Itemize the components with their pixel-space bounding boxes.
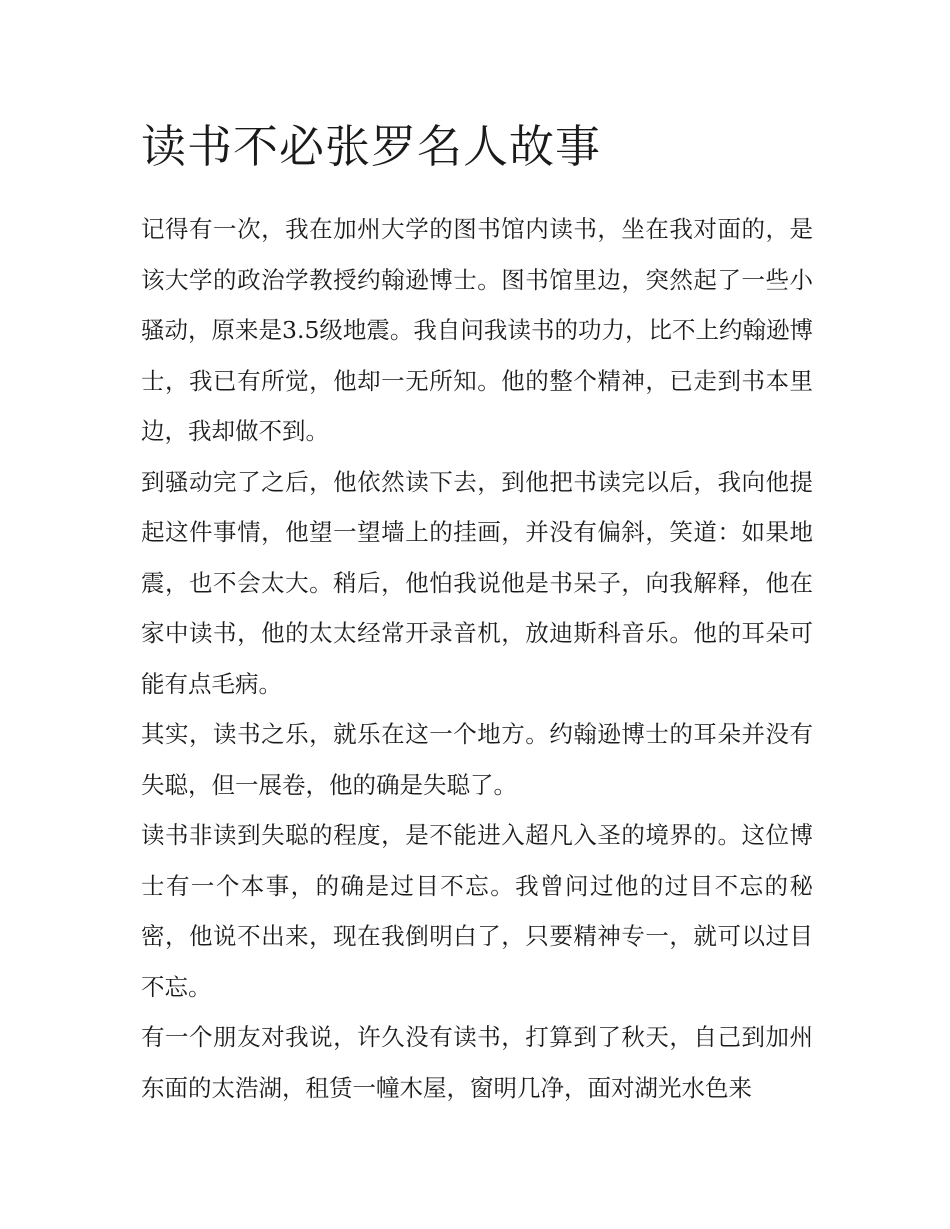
document-body	[141, 112, 813, 1113]
paragraph: 读书非读到失聪的程度，是不能进入超凡入圣的境界的。这位博士有一个本事，的确是过目不忘。我曾问过他的过目不忘的秘密，他说不出来，现在我倒明白了，只要精神专一，就可以过目不忘。	[141, 821, 813, 1001]
document-title: 读书不必张罗名人故事	[141, 120, 602, 173]
paragraph: 记得有一次，我在加州大学的图书馆内读书，坐在我对面的，是该大学的政治学教授约翰逊博士。图书馆里边，突然起了一些小骚动，原来是3.5级地震。我自问我读书的功力，比不上约翰逊博士，我已有所觉，他却一无所知。他的整个精神，已走到书本里边，我却做不到。	[141, 215, 813, 445]
paragraph: 有一个朋友对我说，许久没有读书，打算到了秋天，自己到加州东面的太浩湖，租赁一幢木屋，窗明几净，面对湖光水色来	[141, 1023, 813, 1102]
paragraph: 其实，读书之乐，就乐在这一个地方。约翰逊博士的耳朵并没有失聪，但一展卷，他的确是失聪了。	[141, 720, 813, 799]
paragraph: 到骚动完了之后，他依然读下去，到他把书读完以后，我向他提起这件事情，他望一望墙上的挂画，并没有偏斜，笑道：如果地震，也不会太大。稍后，他怕我说他是书呆子，向我解释，他在家中读书，他的太太经常开录音机，放迪斯科音乐。他的耳朵可能有点毛病。	[141, 467, 813, 698]
